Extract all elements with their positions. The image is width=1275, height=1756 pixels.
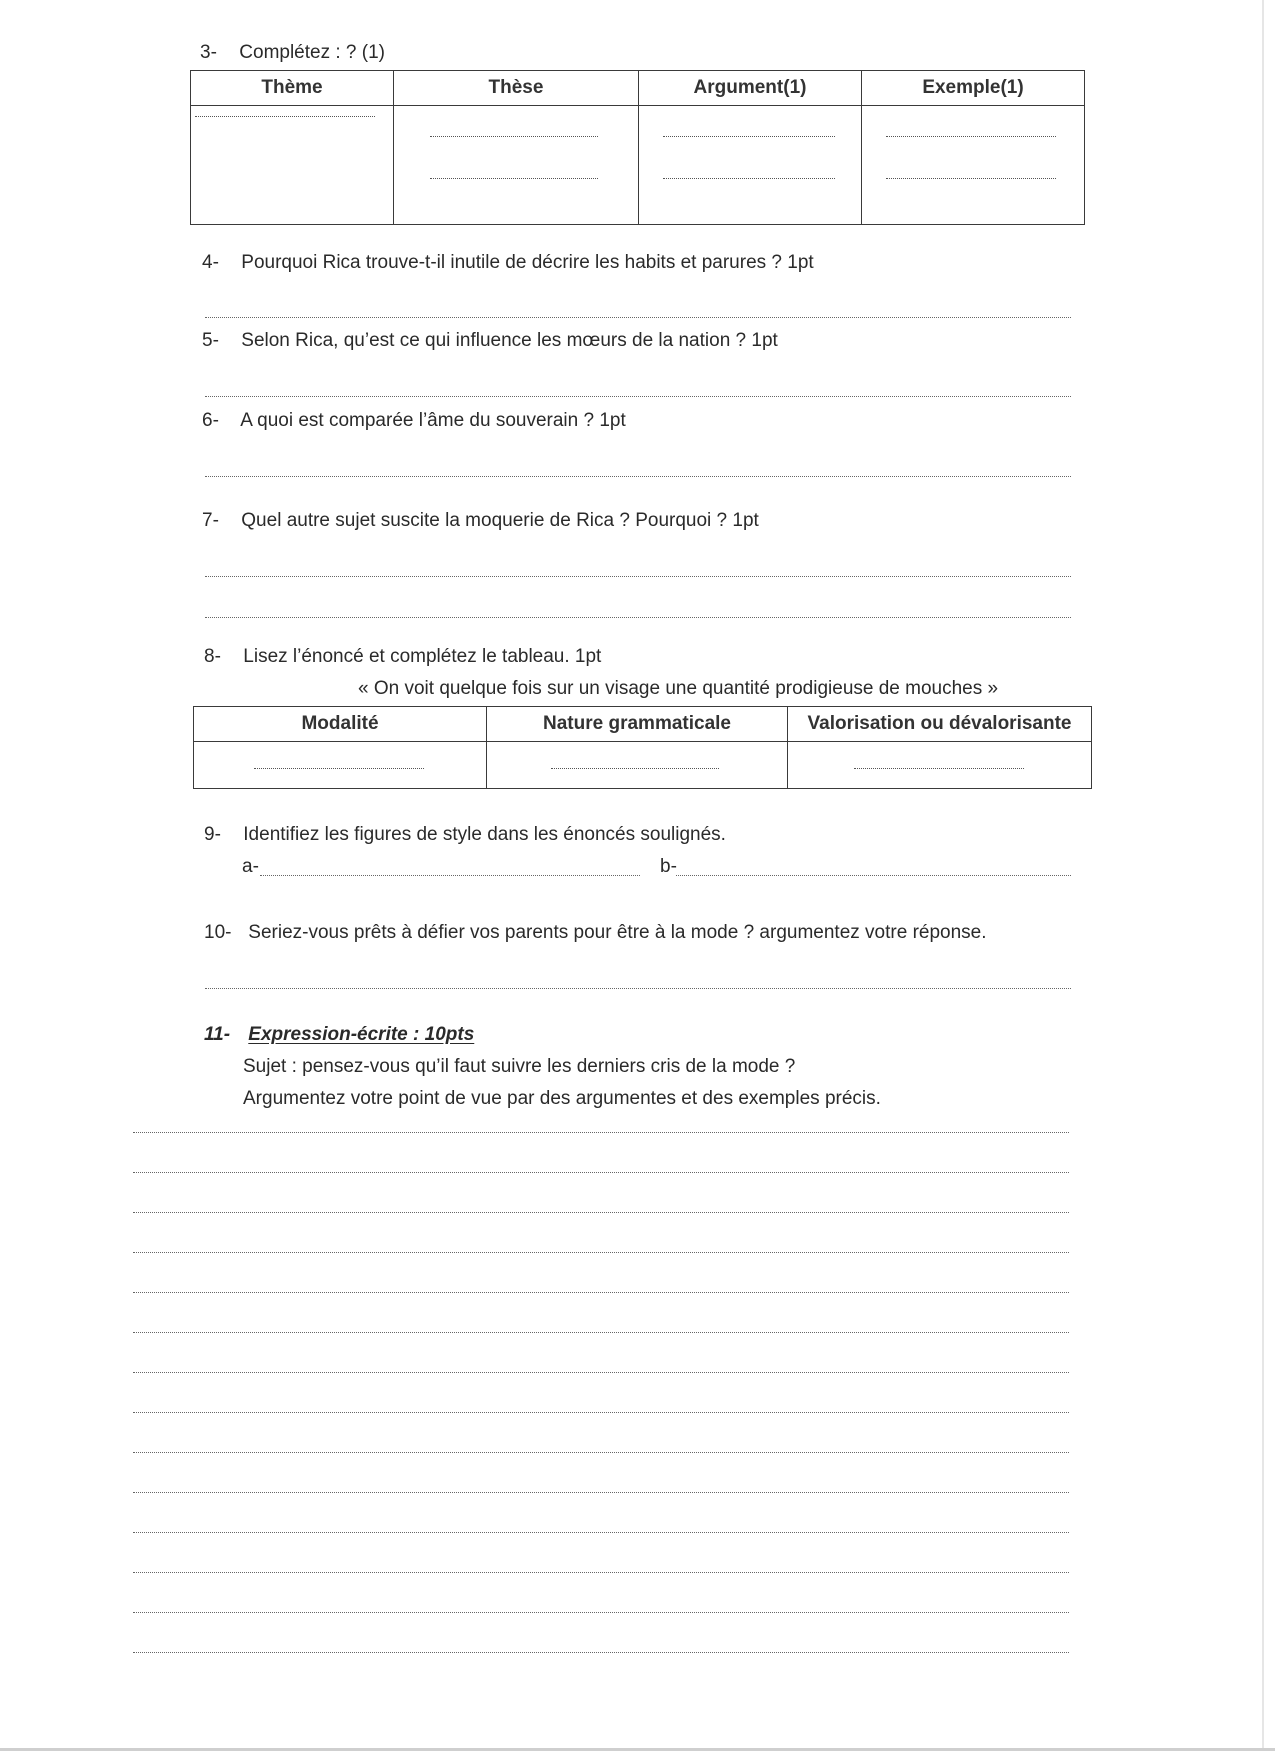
- essay-line[interactable]: [133, 1652, 1069, 1653]
- header-these: Thèse: [394, 71, 639, 106]
- question-text: A quoi est comparée l’âme du souverain ? 1pt: [240, 410, 626, 431]
- question-text: Lisez l’énoncé et complétez le tableau. 1pt: [243, 646, 602, 667]
- header-argument: Argument(1): [639, 71, 862, 106]
- question-number: 5-: [202, 330, 219, 351]
- answer-line-q6[interactable]: [205, 476, 1071, 477]
- essay-line[interactable]: [133, 1612, 1069, 1613]
- scan-bottom-edge: [0, 1748, 1275, 1751]
- question-number: 11-: [204, 1024, 231, 1045]
- answer-line-q4[interactable]: [205, 317, 1071, 318]
- question-8: [204, 646, 601, 668]
- essay-line[interactable]: [133, 1212, 1069, 1213]
- answer-dots: [254, 768, 424, 769]
- answer-dots: [551, 768, 719, 769]
- cell-nature-answer[interactable]: [487, 742, 788, 789]
- question-text: Pourquoi Rica trouve-t-il inutile de décrire les habits et parures ? 1pt: [241, 252, 814, 273]
- header-valorisation: Valorisation ou dévalorisante: [788, 707, 1092, 742]
- essay-line[interactable]: [133, 1252, 1069, 1253]
- essay-line[interactable]: [133, 1572, 1069, 1573]
- scan-right-edge: [1262, 0, 1264, 1748]
- answer-line-q10[interactable]: [205, 988, 1071, 989]
- answer-line-q5[interactable]: [205, 396, 1071, 397]
- essay-line[interactable]: [133, 1372, 1069, 1373]
- question-text: Quel autre sujet suscite la moquerie de Rica ? Pourquoi ? 1pt: [241, 510, 759, 531]
- header-theme: Thème: [191, 71, 394, 106]
- question-text: Seriez-vous prêts à défier vos parents pour être à la mode ? argumentez votre réponse.: [248, 922, 987, 943]
- essay-line[interactable]: [133, 1292, 1069, 1293]
- cell-valorisation-answer[interactable]: [788, 742, 1092, 789]
- answer-dots: [430, 178, 598, 179]
- answer-dots: [430, 136, 598, 137]
- answer-line-q7-2[interactable]: [205, 617, 1071, 618]
- question-text: Selon Rica, qu’est ce qui influence les mœurs de la nation ? 1pt: [241, 330, 778, 351]
- essay-line[interactable]: [133, 1132, 1069, 1133]
- essay-line[interactable]: [133, 1172, 1069, 1173]
- essay-line[interactable]: [133, 1332, 1069, 1333]
- question-3: [200, 42, 385, 64]
- essay-subject: Sujet : pensez-vous qu’il faut suivre les derniers cris de la mode ?: [243, 1056, 796, 1077]
- cell-exemple-answer[interactable]: [862, 106, 1085, 225]
- answer-dots: [663, 136, 835, 137]
- essay-line[interactable]: [133, 1412, 1069, 1413]
- answer-dots: [854, 768, 1024, 769]
- quote-statement: « On voit quelque fois sur un visage une quantité prodigieuse de mouches »: [358, 678, 999, 699]
- answer-line-q9-b[interactable]: [676, 875, 1071, 876]
- cell-argument-answer[interactable]: [639, 106, 862, 225]
- table-theme-these: [190, 70, 1085, 225]
- header-nature-grammaticale: Nature grammaticale: [487, 707, 788, 742]
- section-title: Expression-écrite : 10pts: [248, 1024, 475, 1045]
- question-7: [202, 510, 759, 532]
- answer-dots: [663, 178, 835, 179]
- question-number: 4-: [202, 252, 219, 273]
- answer-dots: [886, 136, 1056, 137]
- question-10: [204, 922, 987, 944]
- question-text: Identifiez les figures de style dans les énoncés soulignés.: [243, 824, 726, 845]
- label-a: a-: [242, 856, 259, 877]
- question-4: [202, 252, 814, 274]
- table-modalite: [193, 706, 1092, 789]
- essay-instruction: Argumentez votre point de vue par des argumentes et des exemples précis.: [243, 1088, 881, 1109]
- label-b: b-: [660, 856, 677, 877]
- section-expression-ecrite: [204, 1024, 474, 1046]
- cell-theme-answer[interactable]: [191, 106, 394, 225]
- essay-line[interactable]: [133, 1452, 1069, 1453]
- answer-dots: [195, 116, 375, 117]
- answer-dots: [886, 178, 1056, 179]
- question-number: 3-: [200, 42, 217, 63]
- question-text: Complétez : ? (1): [239, 42, 386, 63]
- essay-line[interactable]: [133, 1532, 1069, 1533]
- question-number: 7-: [202, 510, 219, 531]
- header-modalite: Modalité: [194, 707, 487, 742]
- question-9: [204, 824, 726, 846]
- answer-line-q9-a[interactable]: [260, 875, 640, 876]
- cell-these-answer[interactable]: [394, 106, 639, 225]
- question-number: 10-: [204, 922, 232, 943]
- question-6: [202, 410, 626, 432]
- cell-modalite-answer[interactable]: [194, 742, 487, 789]
- question-number: 6-: [202, 410, 219, 431]
- answer-line-q7-1[interactable]: [205, 576, 1071, 577]
- question-5: [202, 330, 778, 352]
- header-exemple: Exemple(1): [862, 71, 1085, 106]
- question-number: 9-: [204, 824, 221, 845]
- question-number: 8-: [204, 646, 221, 667]
- essay-line[interactable]: [133, 1492, 1069, 1493]
